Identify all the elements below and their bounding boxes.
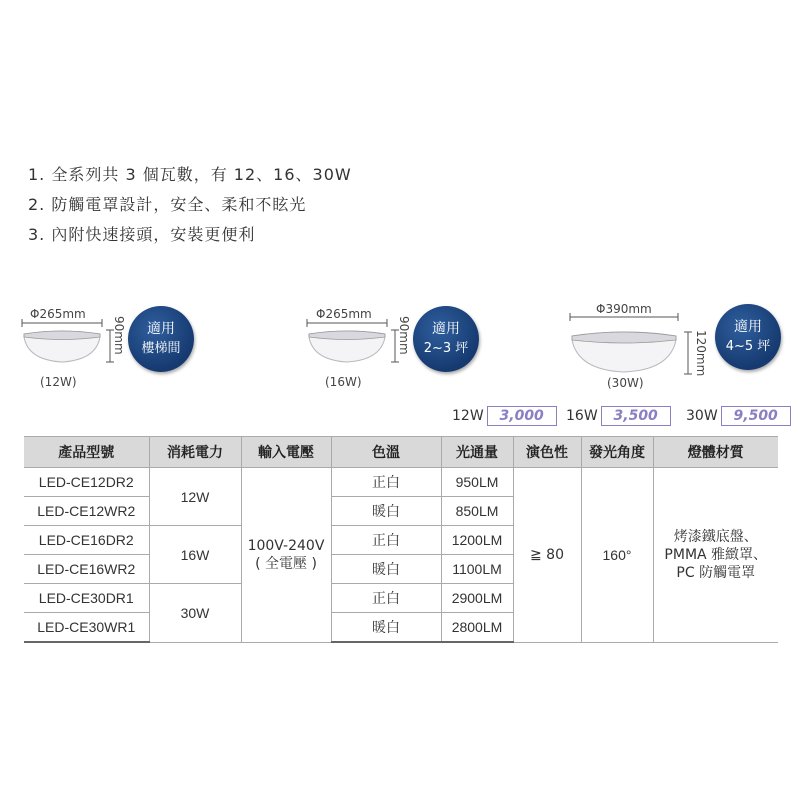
header-cri: 演色性 — [513, 437, 581, 468]
color-temp-cell: 暖白 — [331, 497, 441, 526]
price-list — [0, 406, 800, 426]
price-16w — [566, 406, 671, 426]
voltage-note: ( 全電壓 ) — [255, 555, 317, 572]
watt-label: (12W) — [40, 375, 77, 389]
watt-label: (16W) — [325, 375, 362, 389]
badge-line2: 4~5 坪 — [725, 339, 771, 354]
ceiling-lamp-16w-illustration — [305, 318, 400, 368]
color-temp-cell: 暖白 — [331, 613, 441, 643]
header-lumens: 光通量 — [441, 437, 513, 468]
table-row — [24, 468, 778, 497]
header-material: 燈體材質 — [653, 437, 778, 468]
price-value: 3,000 — [487, 406, 557, 426]
price-watt: 30W — [686, 408, 718, 424]
price-watt: 16W — [566, 408, 598, 424]
suitable-badge — [715, 304, 781, 370]
header-color-temp: 色溫 — [331, 437, 441, 468]
suitable-badge — [128, 306, 194, 372]
model-cell: LED-CE16WR2 — [24, 555, 149, 584]
ceiling-lamp-30w-illustration — [568, 312, 698, 378]
power-cell: 12W — [149, 468, 241, 526]
table-header-row — [24, 437, 778, 468]
price-watt: 12W — [452, 408, 484, 424]
height-label: 120mm — [694, 330, 708, 377]
color-temp-cell: 正白 — [331, 584, 441, 613]
voltage-cell — [241, 468, 331, 643]
price-value: 9,500 — [721, 406, 791, 426]
badge-line1: 適用 — [734, 319, 762, 335]
price-value: 3,500 — [601, 406, 671, 426]
badge-line2: 2~3 坪 — [423, 341, 469, 356]
diameter-label: Φ265mm — [30, 307, 86, 321]
lumens-cell: 950LM — [441, 468, 513, 497]
feature-list — [28, 160, 352, 250]
cri-cell: ≧ 80 — [513, 468, 581, 643]
model-cell: LED-CE30WR1 — [24, 613, 149, 643]
diameter-label: Φ265mm — [316, 307, 372, 321]
model-cell: LED-CE12DR2 — [24, 468, 149, 497]
material-cell — [653, 468, 778, 643]
model-cell: LED-CE30DR1 — [24, 584, 149, 613]
watt-label: (30W) — [607, 376, 644, 390]
lumens-cell: 2900LM — [441, 584, 513, 613]
header-voltage: 輸入電壓 — [241, 437, 331, 468]
color-temp-cell: 正白 — [331, 526, 441, 555]
feature-item-3: 3. 內附快速接頭，安裝更便利 — [28, 225, 256, 244]
badge-line2: 樓梯間 — [141, 341, 181, 356]
lumens-cell: 850LM — [441, 497, 513, 526]
color-temp-cell: 正白 — [331, 468, 441, 497]
lumens-cell: 2800LM — [441, 613, 513, 643]
badge-line1: 適用 — [147, 321, 175, 337]
feature-item-2: 2. 防觸電罩設計，安全、柔和不眩光 — [28, 195, 307, 214]
material-line: 烤漆鐵底盤、 — [673, 528, 758, 545]
spec-table — [24, 436, 778, 643]
angle-cell: 160° — [581, 468, 653, 643]
badge-line1: 適用 — [432, 321, 460, 337]
material-line: PMMA 雅緻罩、 — [664, 546, 768, 563]
power-cell: 30W — [149, 584, 241, 643]
feature-item-1: 1. 全系列共 3 個瓦數，有 12、16、30W — [28, 165, 352, 184]
power-cell: 16W — [149, 526, 241, 584]
suitable-badge — [413, 306, 479, 372]
height-label: 90mm — [112, 316, 126, 355]
color-temp-cell: 暖白 — [331, 555, 441, 584]
voltage-range: 100V-240V — [247, 537, 325, 554]
model-cell: LED-CE16DR2 — [24, 526, 149, 555]
lumens-cell: 1100LM — [441, 555, 513, 584]
ceiling-lamp-12w-illustration — [20, 318, 115, 368]
model-cell: LED-CE12WR2 — [24, 497, 149, 526]
price-30w — [686, 406, 791, 426]
header-power: 消耗電力 — [149, 437, 241, 468]
diameter-label: Φ390mm — [596, 302, 652, 316]
lumens-cell: 1200LM — [441, 526, 513, 555]
height-label: 90mm — [397, 316, 411, 355]
header-angle: 發光角度 — [581, 437, 653, 468]
header-model: 產品型號 — [24, 437, 149, 468]
material-line: PC 防觸電罩 — [676, 564, 756, 581]
price-12w — [452, 406, 557, 426]
